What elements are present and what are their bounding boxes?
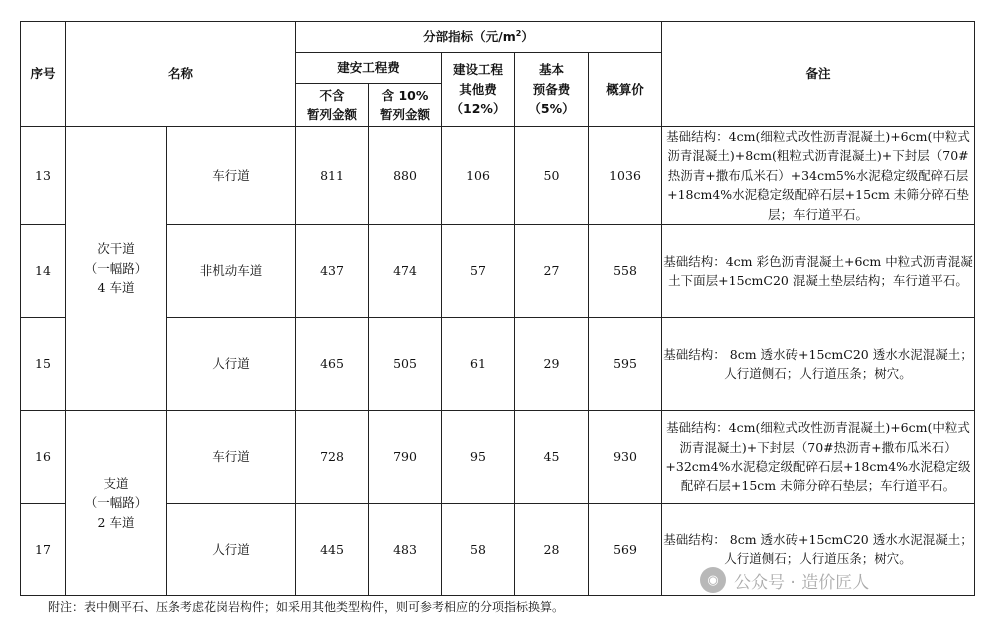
row-excl: 465 bbox=[296, 317, 369, 410]
row-item: 人行道 bbox=[167, 317, 296, 410]
row-other: 61 bbox=[442, 317, 515, 410]
row-remark: 基础结构：4cm(细粒式改性沥青混凝土)+6cm(中粒式沥青混凝土)+下封层（70#热沥青+撒布瓜米石）+32cm4%水泥稳定级配碎石层+18cm4%水泥稳定级配碎石层+15cm 未筛分碎石垫层；车行道平石。 bbox=[662, 410, 975, 503]
row-reserve: 28 bbox=[515, 503, 589, 595]
row-remark: 基础结构：4cm(细粒式改性沥青混凝土)+6cm(中粒式沥青混凝土)+8cm(粗粒式沥青混凝土)+下封层（70#热沥青+撒布瓜米石）+34cm5%水泥稳定级配碎石层+18cm4%水泥稳定级配碎石层+15cm 未筛分碎石垫层；车行道平石。 bbox=[662, 127, 975, 225]
header-row-1 bbox=[21, 22, 975, 53]
header-excl: 不含 暂列金额 bbox=[296, 84, 369, 127]
row-item: 车行道 bbox=[167, 410, 296, 503]
wechat-icon: ◉ bbox=[700, 567, 726, 593]
category-branch-road: 支道 （一幅路） 2 车道 bbox=[66, 410, 167, 595]
header-seq: 序号 bbox=[21, 22, 66, 127]
row-incl: 790 bbox=[369, 410, 442, 503]
row-item: 人行道 bbox=[167, 503, 296, 595]
header-construction: 建安工程费 bbox=[296, 53, 442, 84]
header-remark: 备注 bbox=[662, 22, 975, 127]
row-reserve: 29 bbox=[515, 317, 589, 410]
row-remark: 基础结构： 8cm 透水砖+15cmC20 透水水泥混凝土；人行道侧石；人行道压条；树穴。 bbox=[662, 503, 975, 595]
row-seq: 14 bbox=[21, 224, 66, 317]
row-incl: 483 bbox=[369, 503, 442, 595]
row-estimate: 595 bbox=[589, 317, 662, 410]
row-incl: 474 bbox=[369, 224, 442, 317]
row-other: 95 bbox=[442, 410, 515, 503]
header-group: 分部指标（元$/m^2$） bbox=[296, 22, 662, 53]
row-estimate: 930 bbox=[589, 410, 662, 503]
row-reserve: 27 bbox=[515, 224, 589, 317]
row-excl: 728 bbox=[296, 410, 369, 503]
row-reserve: 50 bbox=[515, 127, 589, 225]
table-row bbox=[21, 127, 975, 225]
row-seq: 16 bbox=[21, 410, 66, 503]
row-item: 车行道 bbox=[167, 127, 296, 225]
row-other: 57 bbox=[442, 224, 515, 317]
row-incl: 505 bbox=[369, 317, 442, 410]
row-remark: 基础结构：4cm 彩色沥青混凝土+6cm 中粒式沥青混凝土下面层+15cmC20 混凝土垫层结构；车行道平石。 bbox=[662, 224, 975, 317]
watermark bbox=[700, 563, 869, 597]
header-estimate: 概算价 bbox=[589, 53, 662, 127]
row-seq: 13 bbox=[21, 127, 66, 225]
table-row bbox=[21, 410, 975, 503]
row-remark: 基础结构： 8cm 透水砖+15cmC20 透水水泥混凝土；人行道侧石；人行道压条；树穴。 bbox=[662, 317, 975, 410]
row-excl: 445 bbox=[296, 503, 369, 595]
header-incl: 含 10% 暂列金额 bbox=[369, 84, 442, 127]
footnote: 附注：表中侧平石、压条考虑花岗岩构件；如采用其他类型构件，则可参考相应的分项指标换算。 bbox=[48, 600, 565, 614]
header-other: 建设工程 其他费 （12%） bbox=[442, 53, 515, 127]
row-excl: 811 bbox=[296, 127, 369, 225]
watermark-text: 公众号 · 造价匠人 bbox=[734, 572, 870, 593]
row-incl: 880 bbox=[369, 127, 442, 225]
header-name: 名称 bbox=[66, 22, 296, 127]
row-estimate: 1036 bbox=[589, 127, 662, 225]
row-excl: 437 bbox=[296, 224, 369, 317]
header-reserve: 基本 预备费 （5%） bbox=[515, 53, 589, 127]
cost-index-table bbox=[20, 21, 975, 596]
row-reserve: 45 bbox=[515, 410, 589, 503]
row-item: 非机动车道 bbox=[167, 224, 296, 317]
row-other: 58 bbox=[442, 503, 515, 595]
row-estimate: 569 bbox=[589, 503, 662, 595]
row-seq: 17 bbox=[21, 503, 66, 595]
row-seq: 15 bbox=[21, 317, 66, 410]
category-secondary-road: 次干道 （一幅路） 4 车道 bbox=[66, 127, 167, 411]
row-other: 106 bbox=[442, 127, 515, 225]
row-estimate: 558 bbox=[589, 224, 662, 317]
